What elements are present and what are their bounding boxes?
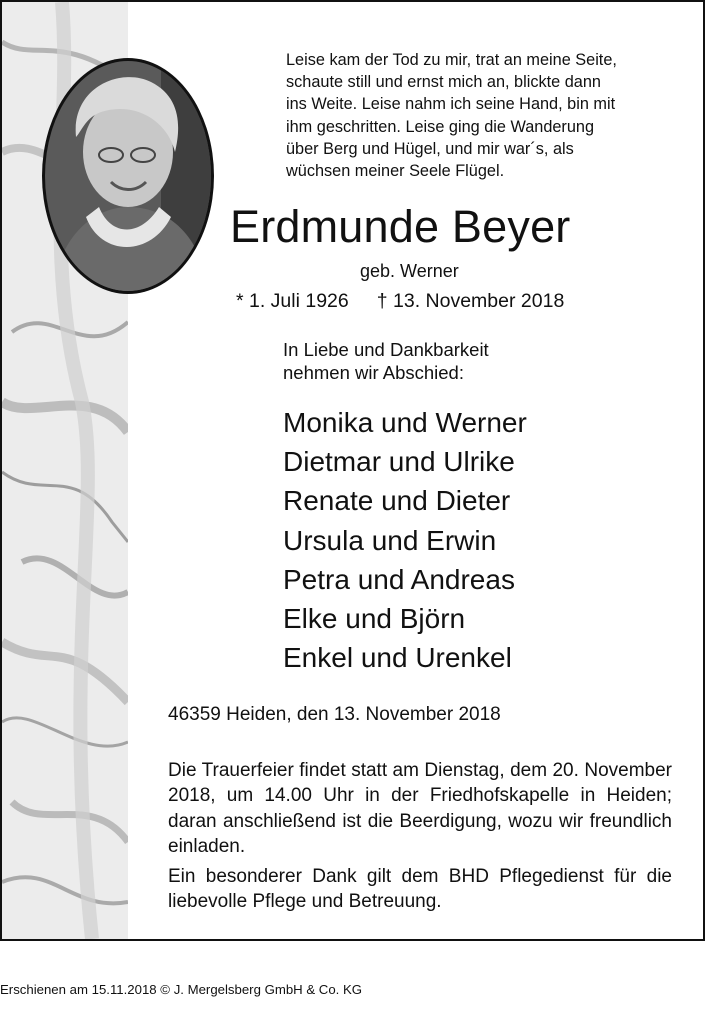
mourner-entry: Monika und Werner <box>283 407 527 438</box>
mourner-entry: Enkel und Urenkel <box>283 642 512 674</box>
death-date: † 13. November 2018 <box>376 290 565 312</box>
intro-line: nehmen wir Abschied: <box>283 361 464 383</box>
deceased-name: Erdmunde Beyer <box>230 201 571 252</box>
poem-line: wüchsen meiner Seele Flügel. <box>286 162 505 181</box>
funeral-announcement: Die Trauerfeier findet statt am Dienstag, dem 20. November 2018, um 14.00 Uhr in der Friedhofskapelle in Heiden; daran anschließend ist die Beerdigung, wozu wir freundlich einladen. <box>168 760 672 857</box>
poem-text <box>286 49 686 182</box>
farewell-intro <box>283 339 489 384</box>
poem-line: über Berg und Hügel, und mir war´s, als <box>286 139 574 158</box>
mourner-entry: Dietmar und Ulrike <box>283 446 515 478</box>
thanks-note: Ein besonderer Dank gilt dem BHD Pflegedienst für die liebevolle Pflege und Betreuung. <box>168 866 672 913</box>
poem-line: ihm geschritten. Leise ging die Wanderung <box>286 117 595 136</box>
poem-line: schaute still und ernst mich an, blickte dann <box>286 73 601 92</box>
poem-line: Leise kam der Tod zu mir, trat an meine Seite, <box>286 51 617 69</box>
mourner-entry: Renate und Dieter <box>283 485 511 517</box>
birth-date: * 1. Juli 1926 <box>236 290 349 312</box>
portrait-photo <box>41 57 215 295</box>
mourner-entry: Elke und Björn <box>283 603 466 635</box>
mourners-list <box>283 403 527 677</box>
mourner-entry: Ursula und Erwin <box>283 524 497 556</box>
life-dates <box>236 290 564 313</box>
birth-name: geb. Werner <box>360 261 459 281</box>
publication-footer: Erschienen am 15.11.2018 © J. Mergelsberg GmbH & Co. KG <box>0 982 363 997</box>
poem-line: ins Weite. Leise nahm ich seine Hand, bin mit <box>286 95 616 114</box>
place-and-date: 46359 Heiden, den 13. November 2018 <box>168 704 501 725</box>
intro-line: In Liebe und Dankbarkeit <box>283 339 489 360</box>
mourner-entry: Petra und Andreas <box>283 563 515 595</box>
